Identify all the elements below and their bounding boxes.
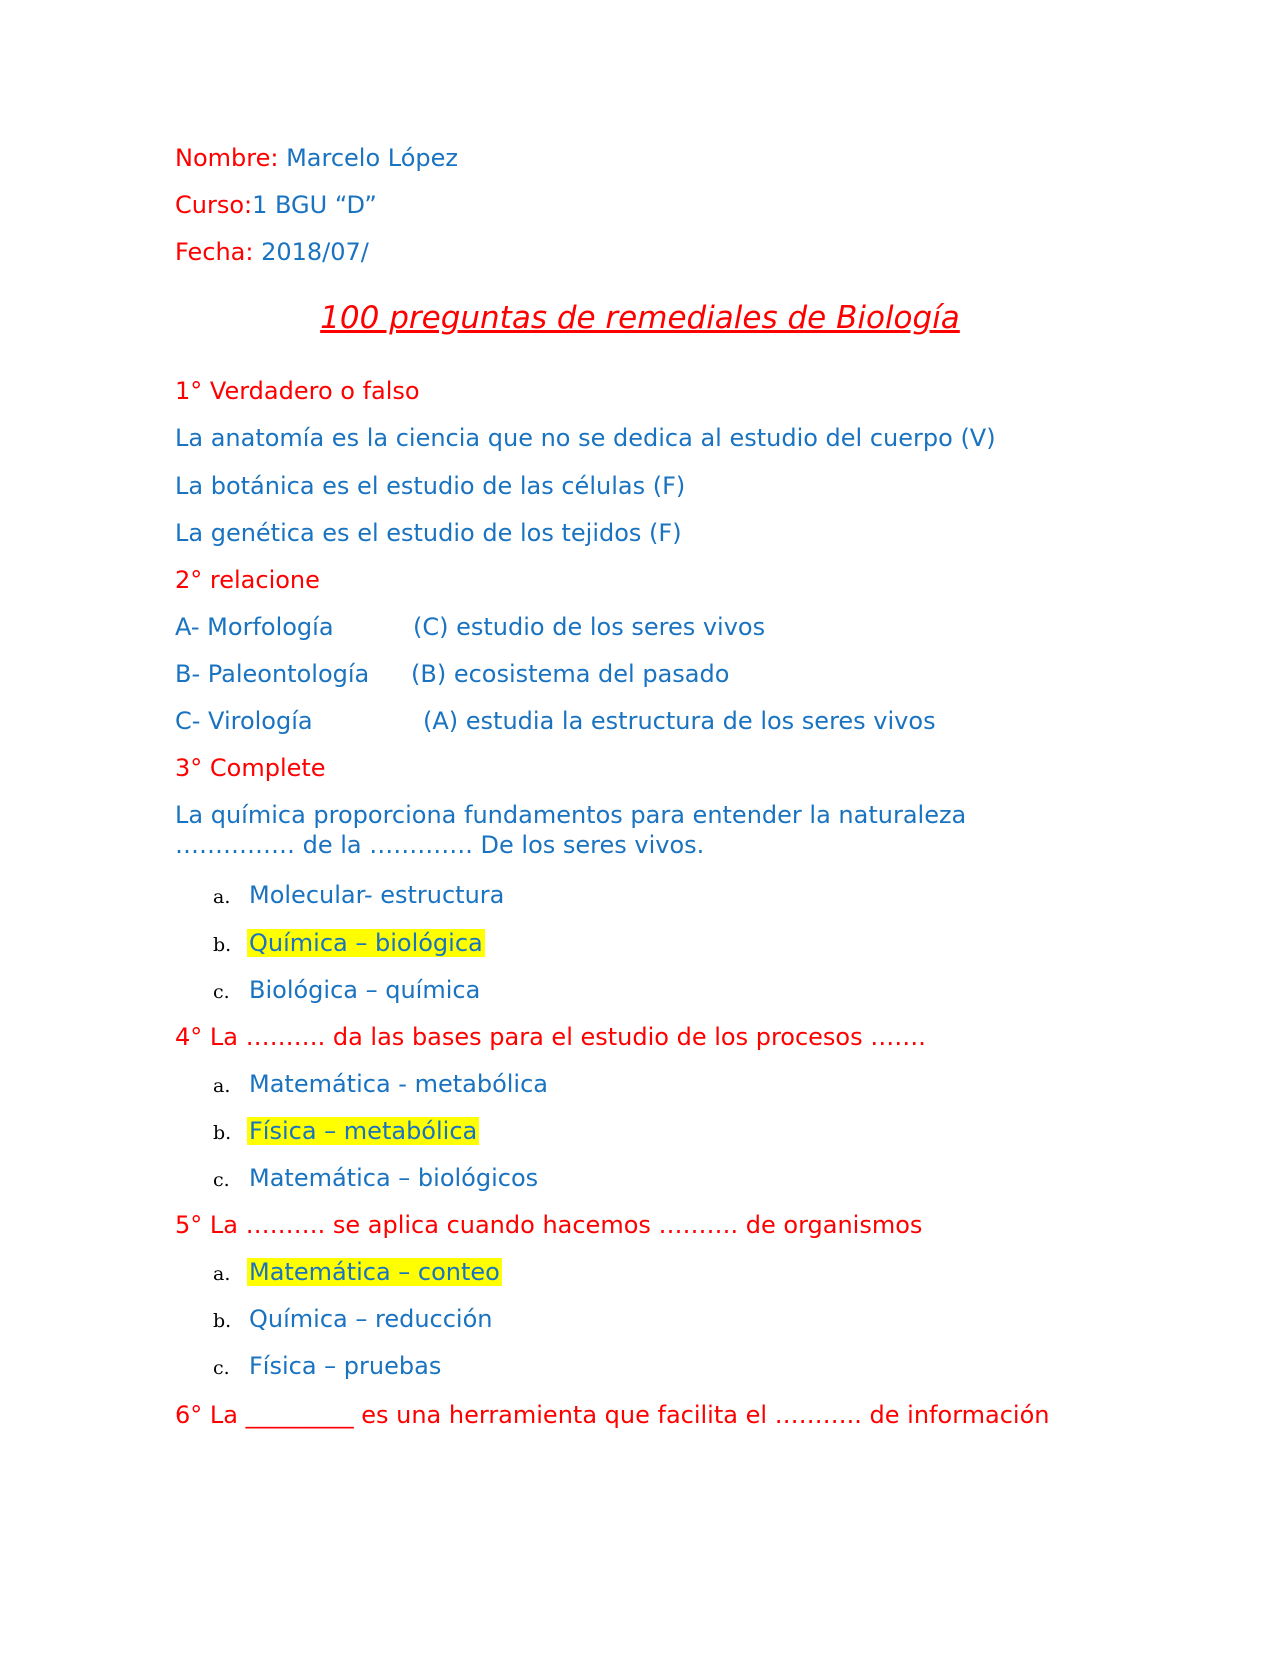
fecha-value: 2018/07/ [261,238,369,266]
q5-heading: 5° La ………. se aplica cuando hacemos ………. de organismos [175,1211,923,1239]
option-marker: b. [213,934,232,956]
nombre-label: Nombre: [175,144,287,172]
highlighted-answer: Química – biológica [249,929,483,957]
nombre-line [175,143,458,173]
q6-heading: 6° La _________ es una herramienta que facilita el ……….. de información [175,1401,1050,1429]
option-marker: b. [213,1122,232,1144]
q2-row-left: C- Virología [175,707,313,735]
option-marker: a. [213,1075,231,1097]
q4-option-c [249,1163,538,1193]
q5-option-c [249,1351,441,1381]
q3-statement: …………… de la …………. De los seres vivos. [175,831,705,859]
q3-option-a [249,880,504,910]
highlighted-answer: Matemática – conteo [249,1258,500,1286]
document-title: 100 preguntas de remediales de Biología [320,300,960,336]
q3-heading: 3° Complete [175,754,326,782]
q4-option-a [249,1069,548,1099]
q1-heading: 1° Verdadero o falso [175,377,420,405]
q1-item: La genética es el estudio de los tejidos (F) [175,519,682,547]
option-text: Química – reducción [249,1305,493,1333]
q3-option-b [249,928,485,958]
highlighted-answer: Física – metabólica [249,1117,478,1145]
option-marker: c. [213,1357,230,1379]
q1-item: La anatomía es la ciencia que no se dedica al estudio del cuerpo (V) [175,424,996,452]
option-marker: c. [213,1169,230,1191]
option-marker: b. [213,1310,232,1332]
option-marker: a. [213,1263,231,1285]
option-text: Biológica – química [249,976,481,1004]
option-text: Física – pruebas [249,1352,442,1380]
fecha-line [175,237,369,267]
q3-statement: La química proporciona fundamentos para entender la naturaleza [175,801,967,829]
q5-option-a [249,1257,502,1287]
option-text: Matemática – biológicos [249,1164,539,1192]
q2-heading: 2° relacione [175,566,320,594]
curso-label: Curso: [175,191,253,219]
q4-option-b [249,1116,479,1146]
q2-row-right: (C) estudio de los seres vivos [413,613,766,641]
q2-row-right: (A) estudia la estructura de los seres vivos [423,707,936,735]
option-marker: a. [213,886,231,908]
q2-row-right: (B) ecosistema del pasado [411,660,730,688]
q1-item: La botánica es el estudio de las células (F) [175,472,686,500]
fecha-label: Fecha: [175,238,262,266]
curso-value: 1 BGU “D” [252,191,377,219]
option-text: Molecular- estructura [249,881,505,909]
q2-row-left: A- Morfología [175,613,334,641]
nombre-value: Marcelo López [286,144,459,172]
q3-option-c [249,975,480,1005]
option-marker: c. [213,981,230,1003]
q4-heading: 4° La ………. da las bases para el estudio de los procesos ……. [175,1023,926,1051]
option-text: Matemática - metabólica [249,1070,548,1098]
q5-option-b [249,1304,492,1334]
curso-line [175,190,377,220]
q2-row-left: B- Paleontología [175,660,370,688]
